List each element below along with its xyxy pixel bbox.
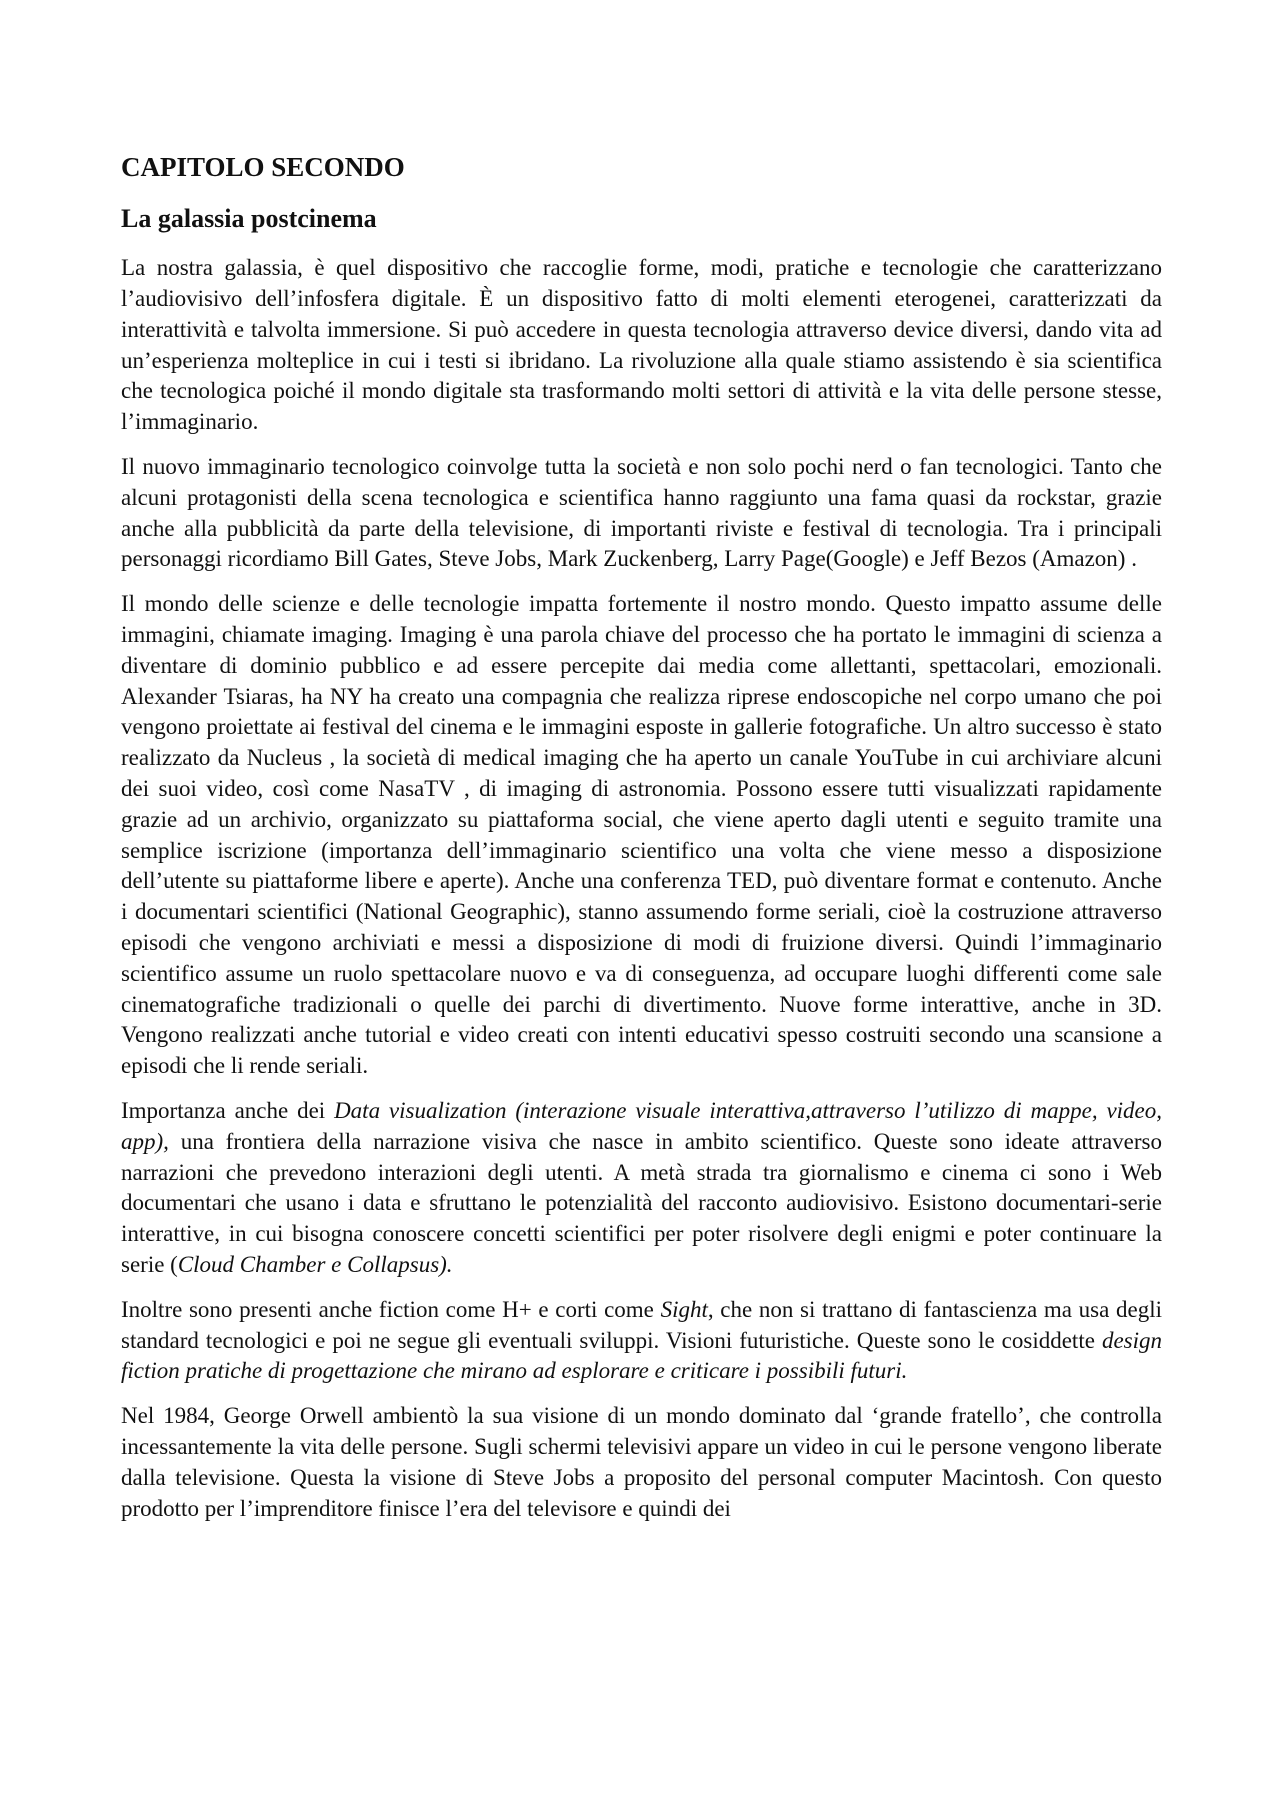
paragraph-3: Il mondo delle scienze e delle tecnologie impatta fortemente il nostro mondo. Questo impatto assume delle immagini, chiamate imaging. Imaging è una parola chiave del processo che ha portato le immagini di scienza a diventare di dominio pubblico e ad essere percepite dai media come allettanti, spettacolari, emozionali. Alexander Tsiaras, ha NY ha creato una compagnia che realizza riprese endoscopiche nel corpo umano che poi vengono proiettate ai festival del cinema e le immagini esposte in gallerie fotografiche. Un altro successo è stato realizzato da Nucleus , la società di medical imaging che ha aperto un canale YouTube in cui archiviare alcuni dei suoi video, così come NasaTV , di imaging di astronomia. Possono essere tutti visualizzati rapidamente grazie ad un archivio, organizzato su piattaforma social, che viene aperto dagli utenti e seguito tramite una semplice iscrizione (importanza dell’immaginario scientifico una volta che viene messo a disposizione dell’utente su piattaforme libere e aperte). Anche una conferenza TED, può diventare format e contenuto. Anche i documentari scientifici (National Geographic), stanno assumendo forme seriali, cioè la costruzione attraverso episodi che vengono archiviati e messi a disposizione di modi di fruizione diversi. Quindi l’immaginario scientifico assume un ruolo spettacolare nuovo e va di conseguenza, ad occupare luoghi differenti come sale cinematografiche tradizionali o quelle dei parchi di divertimento. Nuove forme interattive, anche in 3D. Vengono realizzati anche tutorial e video creati con intenti educativi spesso costruiti secondo una scansione a episodi che li rende seriali.	[121, 591, 1162, 1079]
paragraph-4-italic-b: Data visualization (interazione visuale interattiva,attraverso l’utilizzo di mappe, video, app),	[121, 1097, 1162, 1154]
section-title: La galassia postcinema	[121, 203, 377, 233]
paragraph-2: Il nuovo immaginario tecnologico coinvolge tutta la società e non solo pochi nerd o fan tecnologici. Tanto che alcuni protagonisti della scena tecnologica e scientifica hanno raggiunto una fama quasi da rockstar, grazie anche alla pubblicità da parte della televisione, di importanti riviste e festival di tecnologia. Tra i principali personaggi ricordiamo Bill Gates, Steve Jobs, Mark Zuckenberg, Larry Page(Google) e Jeff Bezos (Amazon) .	[121, 454, 1162, 572]
paragraph-1: La nostra galassia, è quel dispositivo che raccoglie forme, modi, pratiche e tecnologie che caratterizzano l’audiovisivo dell’infosfera digitale. È un dispositivo fatto di molti elementi eterogenei, caratterizzati da interattività e talvolta immersione. Si può accedere in questa tecnologia attraverso device diversi, dando vita ad un’esperienza molteplice in cui i testi si ibridano. La rivoluzione alla quale stiamo assistendo è sia scientifica che tecnologica poiché il mondo digitale sta trasformando molti settori di attività e la vita delle persone stesse, l’immaginario.	[121, 255, 1162, 435]
paragraph-4-italic-d: Cloud Chamber e Collapsus).	[177, 1251, 453, 1277]
paragraph-4	[121, 1096, 1162, 1281]
body-text	[121, 253, 1162, 1524]
paragraph-5	[121, 1295, 1162, 1387]
document-page	[121, 145, 1162, 1538]
paragraph-5-italic-d: design fiction pratiche di progettazione che mirano ad esplorare e criticare i possibili futuri.	[121, 1327, 1162, 1384]
chapter-title: CAPITOLO SECONDO	[121, 152, 405, 182]
paragraph-5-italic-b: Sight	[660, 1296, 708, 1322]
paragraph-5-text-a: Inoltre sono presenti anche fiction come H+ e corti come	[121, 1296, 661, 1322]
paragraph-6: Nel 1984, George Orwell ambientò la sua visione di un mondo dominato dal ‘grande fratello’, che controlla incessantemente la vita delle persone. Sugli schermi televisivi appare un video in cui le persone vengono liberate dalla televisione. Questa la visione di Steve Jobs a proposito del personal computer Macintosh. Con questo prodotto per l’imprenditore finisce l’era del televisore e quindi dei	[121, 1403, 1162, 1521]
paragraph-4-text-c: una frontiera della narrazione visiva che nasce in ambito scientifico. Queste sono ideate attraverso narrazioni che prevedono interazioni degli utenti. A metà strada tra giornalismo e cinema ci sono i Web documentari che usano i data e sfruttano le potenzialità del racconto audiovisivo. Esistono documentari-serie interattive, in cui bisogna conoscere concetti scientifici per poter risolvere degli enigmi e poter continuare la serie (	[121, 1128, 1162, 1277]
paragraph-4-text-a: Importanza anche dei	[121, 1097, 335, 1123]
paragraph-5-text-c: , che non si trattano di fantascienza ma usa degli standard tecnologici e poi ne segue gli eventuali sviluppi. Visioni futuristiche. Queste sono le cosiddette	[121, 1296, 1162, 1353]
